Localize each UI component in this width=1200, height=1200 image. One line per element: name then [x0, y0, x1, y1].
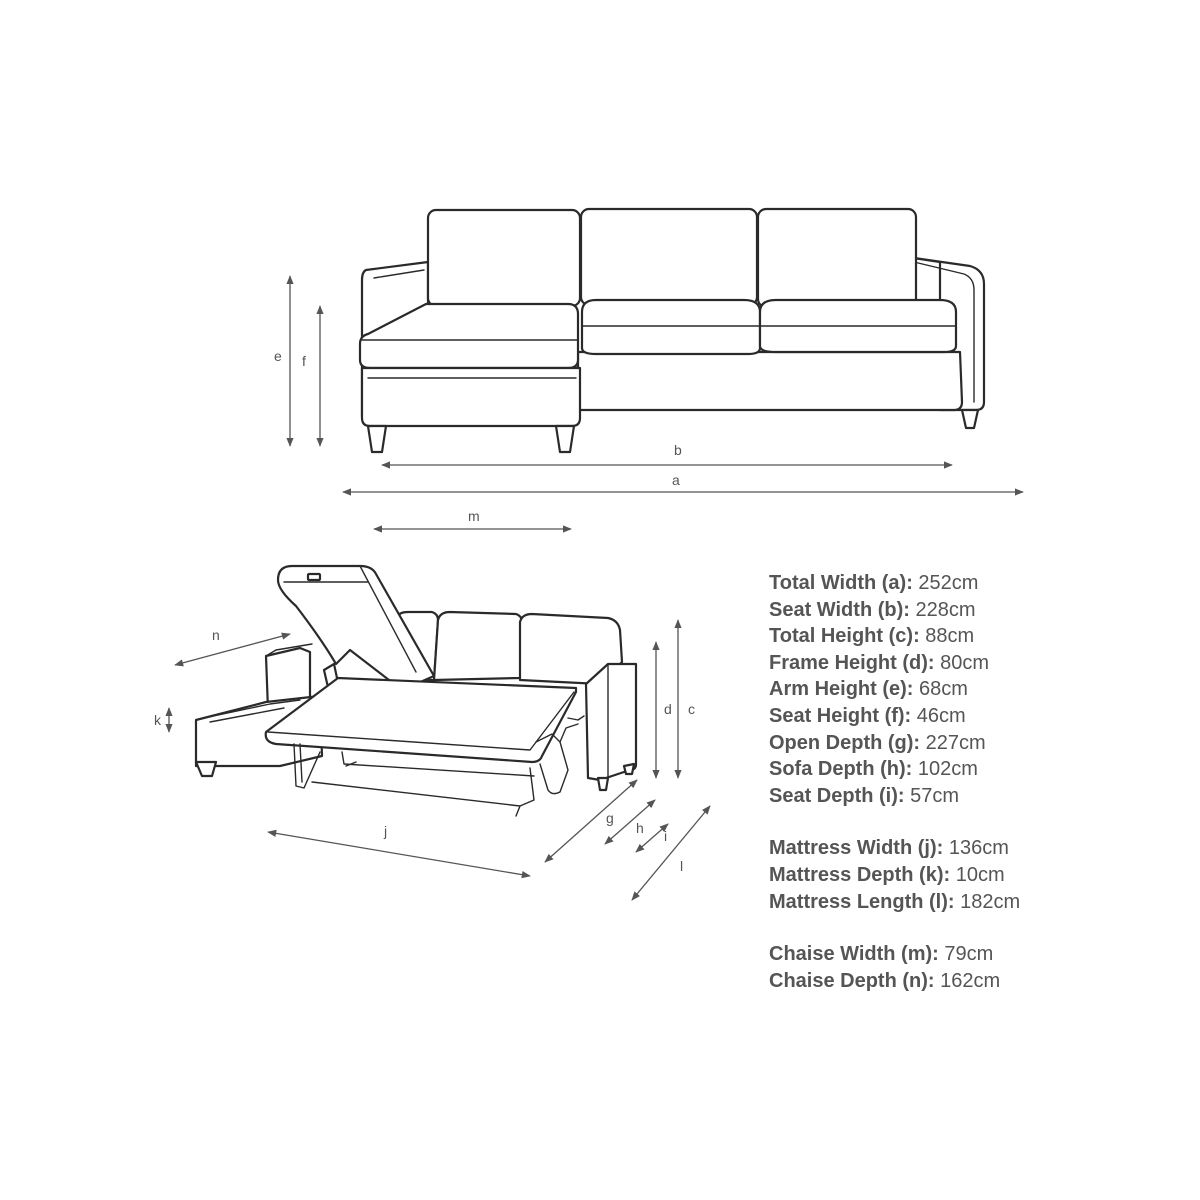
front-seat-cushion-middle — [582, 300, 760, 354]
spec-sofa-depth: Sofa Depth (h): 102cm — [769, 758, 978, 781]
spec-chaise-depth: Chaise Depth (n): 162cm — [769, 969, 1001, 992]
open-sofa-bed — [196, 566, 636, 816]
front-leg-chaise — [556, 426, 574, 452]
bed-right-arm — [586, 664, 636, 780]
front-base — [578, 352, 962, 410]
spec-seat-depth: Seat Depth (i): 57cm — [769, 784, 960, 807]
spec-open-depth: Open Depth (g): 227cm — [769, 731, 986, 754]
dimension-label-c: c — [688, 701, 695, 717]
spec-total-width: Total Width (a): 252cm — [769, 572, 979, 594]
dimension-label-n: n — [212, 627, 220, 643]
spec-total-height: Total Height (c): 88cm — [769, 625, 975, 648]
bed-leg-right-arm — [598, 778, 608, 790]
spec-frame-height: Frame Height (d): 80cm — [769, 651, 990, 674]
front-leg-right — [962, 410, 978, 428]
spec-spacer — [769, 915, 1189, 941]
dimension-label-g: g — [606, 810, 614, 826]
front-chaise-base — [362, 368, 580, 426]
dimension-label-j: j — [384, 823, 388, 839]
spec-mattress-depth: Mattress Depth (k): 10cm — [769, 863, 1005, 886]
bed-lid-handle — [308, 574, 320, 580]
dimension-label-a: a — [672, 472, 680, 488]
dimension-label-m: m — [468, 508, 480, 524]
dimension-label-k: k — [154, 712, 161, 728]
bed-back-cushion-middle — [434, 612, 522, 680]
front-leg-left — [368, 426, 386, 452]
spec-seat-height: Seat Height (f): 46cm — [769, 704, 966, 727]
dimension-label-h: h — [636, 820, 644, 836]
front-back-cushion-middle — [581, 209, 757, 305]
front-back-cushion-right — [758, 209, 916, 307]
bed-leg-right-back — [624, 764, 634, 774]
dimension-line-j — [268, 832, 530, 876]
front-back-cushion-left — [428, 210, 580, 306]
front-view-sofa — [360, 209, 984, 452]
bed-leg-chaise — [196, 762, 216, 776]
specification-list — [769, 570, 1189, 994]
dimension-label-l: l — [680, 858, 684, 874]
spec-mattress-length: Mattress Length (l): 182cm — [769, 890, 1021, 913]
dimension-label-b: b — [674, 442, 682, 458]
spec-chaise-width: Chaise Width (m): 79cm — [769, 943, 994, 966]
spec-spacer — [769, 809, 1189, 835]
dimension-label-d: d — [664, 701, 672, 717]
spec-mattress-width: Mattress Width (j): 136cm — [769, 837, 1009, 860]
dimension-label-f: f — [302, 353, 306, 369]
dimension-label-e: e — [274, 348, 282, 364]
spec-arm-height: Arm Height (e): 68cm — [769, 678, 968, 701]
spec-seat-width: Seat Width (b): 228cm — [769, 598, 976, 621]
dimension-label-i: i — [664, 828, 668, 844]
